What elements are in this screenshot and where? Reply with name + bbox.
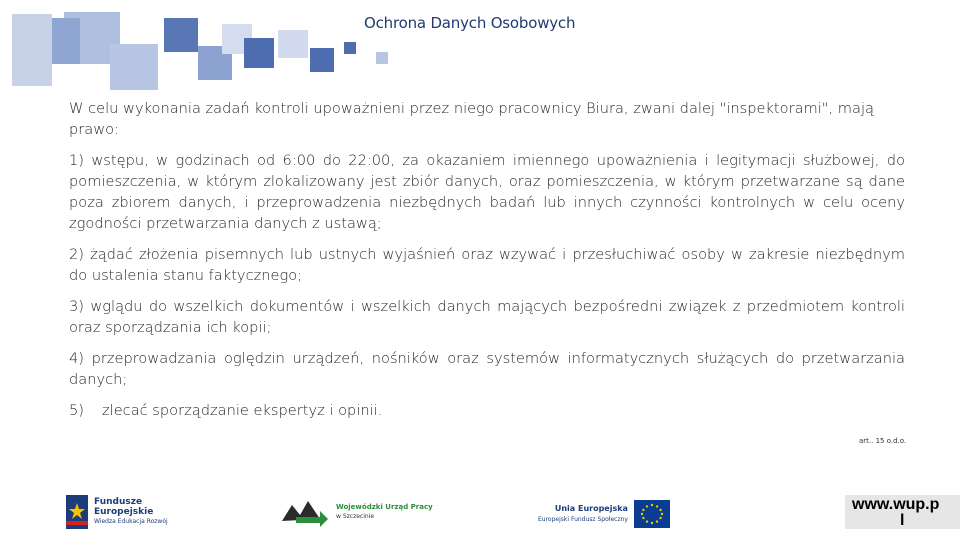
eu-flag-icon (634, 500, 670, 528)
website-link-continued[interactable]: l (900, 512, 905, 529)
list-item-text: zlecać sporządzanie ekspertyz i opinii. (101, 402, 383, 419)
fe-line2: Europejskie (94, 507, 154, 517)
ue-name: Unia Europejska (554, 503, 628, 513)
wup-logo (280, 497, 433, 527)
list-item (69, 400, 905, 421)
website-link[interactable]: www.wup.p (852, 496, 940, 513)
list-item-number: 5) (69, 402, 84, 419)
wup-name: Wojewódzki Urząd Pracy (336, 503, 433, 511)
wup-city: w Szczecinie (336, 513, 375, 520)
unia-europejska-logo (538, 500, 670, 528)
header-decoration (0, 0, 400, 100)
fe-sub: Wiedza Edukacja Rozwój (94, 518, 168, 525)
list-item: 1) wstępu, w godzinach od 6:00 do 22:00, za okazaniem imiennego upoważnienia i legitymacji służbowej, do pomieszczenia, w którym zlokalizowany jest zbiór danych, oraz pomieszczenia, w którym przetwarzane są dane poza zbiorem danych, i przeprowadzenia niezbędnych badań lub innych czynności kontrolnych w celu oceny zgodności przetwarzania danych z ustawą; (69, 152, 905, 232)
intro-paragraph: W celu wykonania zadań kontroli upoważnieni przez niego pracownicy Biura, zwani dalej "inspektorami", mają prawo: (69, 100, 874, 138)
list-item: 2) żądać złożenia pisemnych lub ustnych wyjaśnień oraz wzywać i przesłuchiwać osoby w zakresie niezbędnym do ustalenia stanu faktycznego; (69, 246, 905, 284)
wup-emblem-icon (280, 497, 330, 527)
fundusze-europejskie-logo (66, 495, 168, 529)
body-text (69, 98, 905, 421)
list-item: 4) przeprowadzania oględzin urządzeń, nośników oraz systemów informatycznych służących do przetwarzania danych; (69, 350, 905, 388)
page-title: Ochrona Danych Osobowych (364, 14, 576, 32)
fe-line1: Fundusze (94, 497, 143, 507)
list-item: 3) wglądu do wszelkich dokumentów i wszelkich danych mających bezpośredni związek z przedmiotem kontroli oraz sporządzania ich kopii; (69, 298, 905, 336)
legal-reference: art.. 15 o.d.o. (859, 437, 907, 445)
ue-sub: Europejski Fundusz Społeczny (538, 515, 628, 523)
fe-star-icon (66, 495, 88, 529)
